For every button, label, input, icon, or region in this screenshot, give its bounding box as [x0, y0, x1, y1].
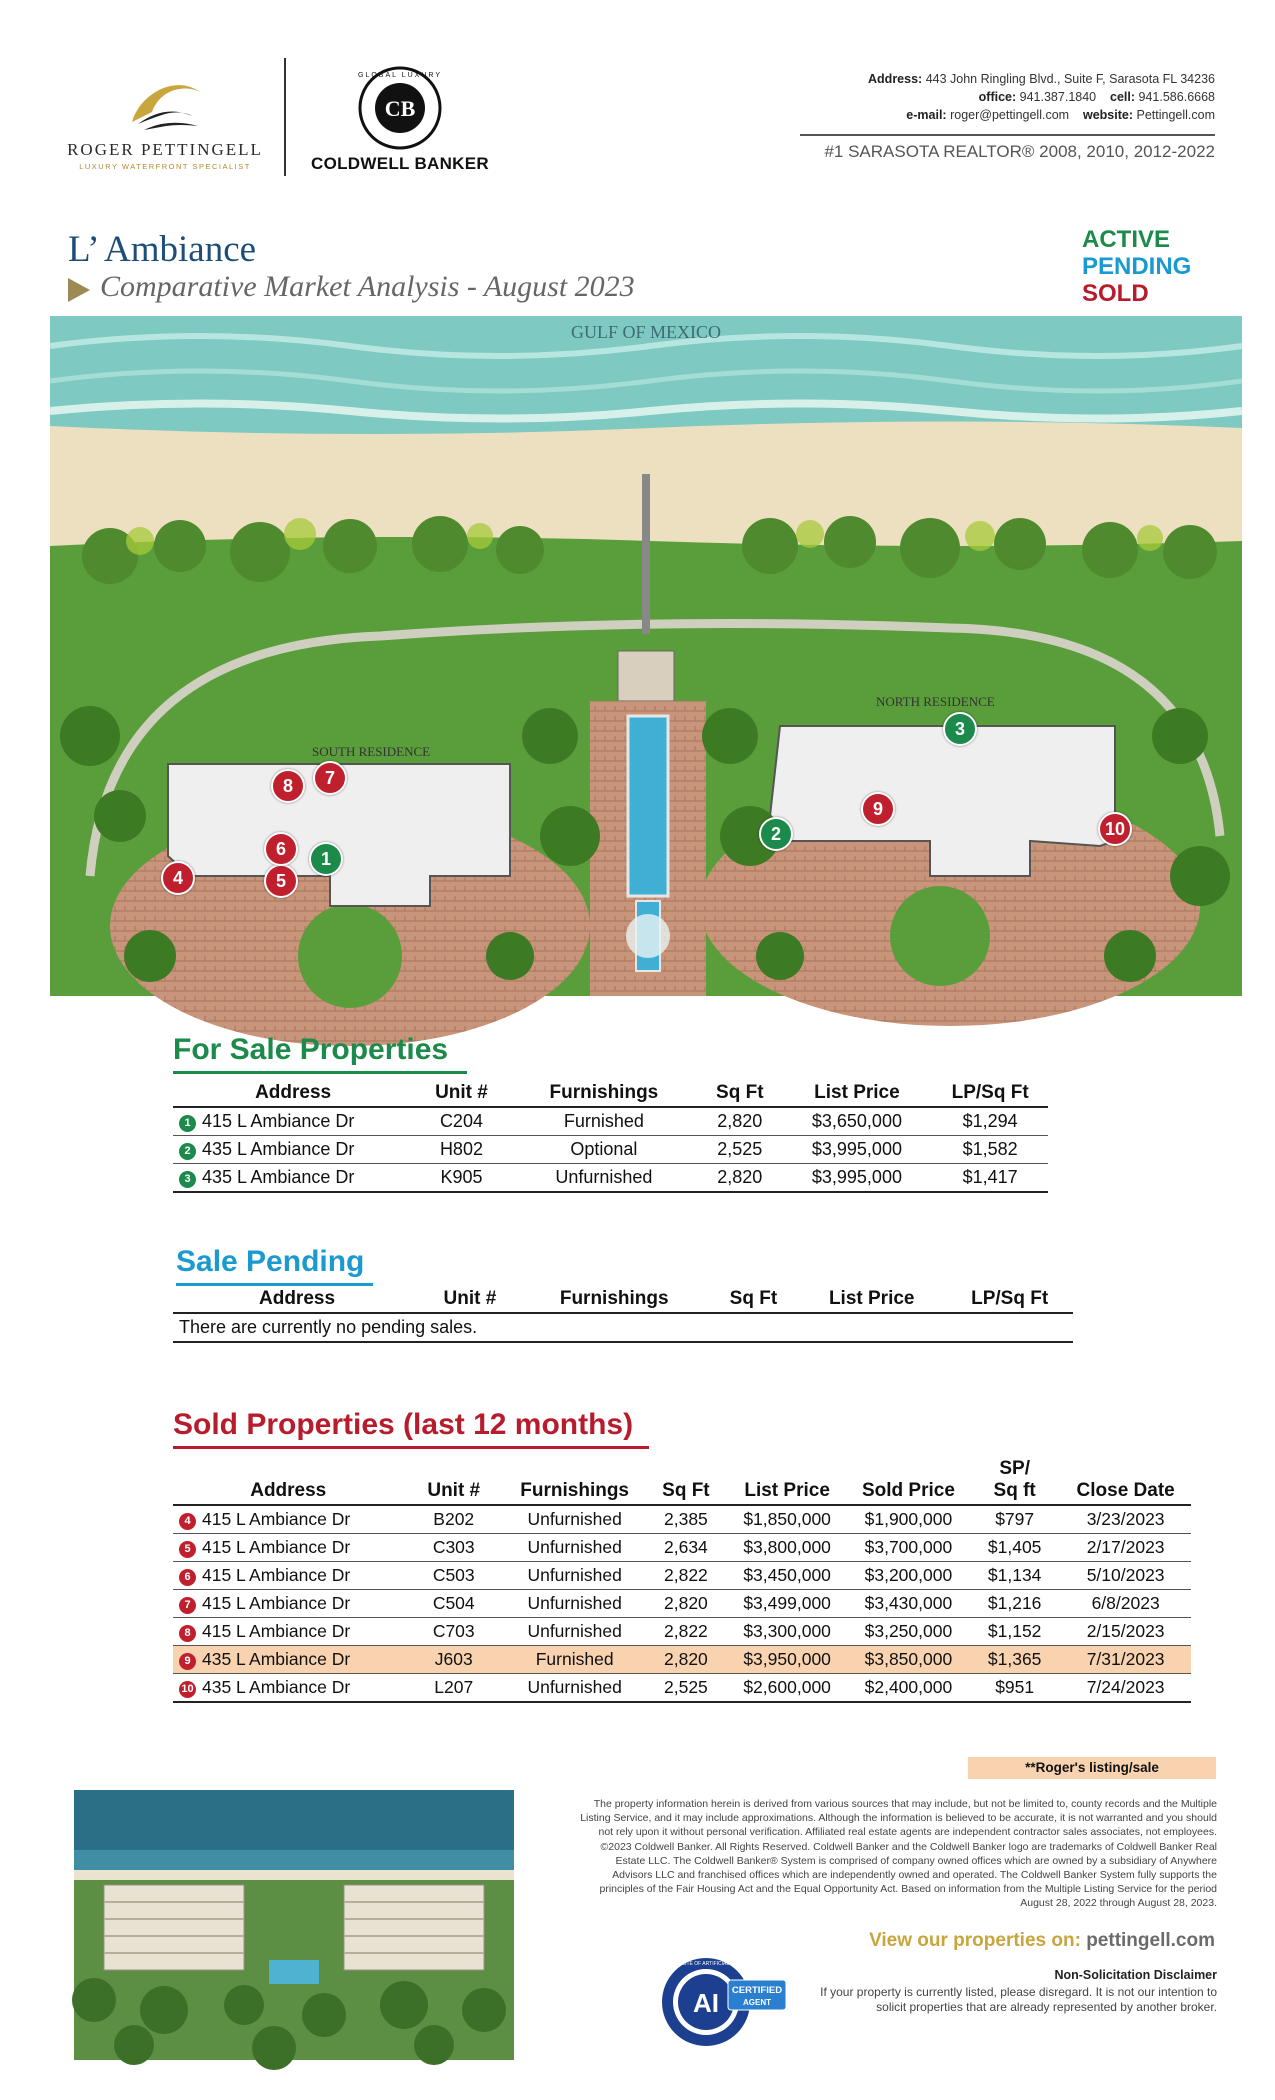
svg-text:CB: CB — [384, 96, 416, 121]
map-marker-6[interactable]: 6 — [264, 832, 298, 866]
status-badge: 3 — [179, 1171, 196, 1188]
col-sqft: Sq Ft — [662, 1480, 710, 1501]
list-price-cell: $2,600,000 — [743, 1677, 831, 1697]
for-sale-rule — [173, 1071, 467, 1074]
table-row[interactable] — [173, 1674, 1191, 1703]
furnishings-cell: Unfurnished — [527, 1677, 622, 1697]
close-date-cell: 2/15/2023 — [1086, 1621, 1165, 1641]
sold-price-cell: $1,900,000 — [864, 1509, 953, 1529]
col-unit: Unit # — [435, 1082, 488, 1103]
pettingell-link[interactable]: pettingell.com — [1086, 1930, 1215, 1951]
col-close-date: Close Date — [1076, 1480, 1175, 1501]
sold-price-cell: $3,200,000 — [864, 1565, 953, 1585]
brand-tagline: LUXURY WATERFRONT SPECIALIST — [79, 162, 251, 171]
furnishings-cell: Unfurnished — [555, 1167, 653, 1187]
table-row[interactable] — [173, 1164, 1048, 1193]
svg-text:AI: AI — [693, 1988, 719, 2018]
list-price-cell: $3,800,000 — [743, 1537, 831, 1557]
sold-price-cell: $3,700,000 — [864, 1537, 953, 1557]
pending-title: Sale Pending — [176, 1245, 365, 1278]
empty-message: There are currently no pending sales. — [179, 1317, 478, 1337]
map-marker-1[interactable]: 1 — [309, 842, 343, 876]
col-address: Address — [255, 1082, 332, 1103]
legend-pending: PENDING — [1082, 253, 1192, 280]
sqft-cell: 2,634 — [664, 1537, 708, 1557]
list-price-cell: $3,499,000 — [743, 1593, 831, 1613]
sold-title: Sold Properties (last 12 months) — [173, 1408, 634, 1441]
close-date-cell: 7/31/2023 — [1060, 1646, 1191, 1674]
status-badge: 6 — [179, 1569, 196, 1586]
address-cell: 3 435 L Ambiance Dr — [173, 1164, 413, 1193]
sqft-cell: 2,822 — [664, 1565, 708, 1585]
furnishings-cell: Unfurnished — [527, 1509, 622, 1529]
col-sold-price: Sold Price — [861, 1480, 955, 1501]
sp-sqft-cell: $951 — [995, 1677, 1035, 1697]
for-sale-title: For Sale Properties — [173, 1033, 449, 1066]
sp-sqft-cell: $1,216 — [987, 1593, 1042, 1613]
sp-sqft-cell: $1,152 — [987, 1621, 1042, 1641]
address-cell: 1 415 L Ambiance Dr — [173, 1107, 413, 1136]
list-price-cell: $1,850,000 — [743, 1509, 831, 1529]
unit-cell: K905 — [440, 1167, 483, 1187]
furnishings-cell: Unfurnished — [527, 1537, 622, 1557]
pending-table — [173, 1286, 1073, 1343]
col-furnishings: Furnishings — [549, 1082, 659, 1103]
address-cell: 8 415 L Ambiance Dr — [173, 1618, 403, 1646]
address-cell: 10 435 L Ambiance Dr — [173, 1674, 403, 1703]
close-date-cell: 3/23/2023 — [1086, 1509, 1165, 1529]
ai-certified-agent-badge — [645, 1946, 788, 2058]
col-address: Address — [259, 1288, 336, 1309]
table-row[interactable] — [173, 1562, 1191, 1590]
col-furnishings: Furnishings — [520, 1480, 630, 1501]
status-badge: 10 — [179, 1681, 196, 1698]
col-list-price: List Price — [828, 1288, 915, 1309]
sp-sqft-cell: $1,405 — [987, 1537, 1042, 1557]
sold-price-cell: $3,250,000 — [864, 1621, 953, 1641]
status-legend — [1082, 226, 1191, 307]
map-marker-3[interactable]: 3 — [943, 712, 977, 746]
address-cell: 6 415 L Ambiance Dr — [173, 1562, 403, 1590]
unit-cell: C703 — [432, 1621, 475, 1641]
col-sqft: Sq Ft — [729, 1288, 778, 1309]
sqft-cell: 2,822 — [664, 1621, 708, 1641]
list-price-cell: $3,650,000 — [811, 1111, 902, 1131]
sp-sqft-cell: $797 — [995, 1509, 1035, 1529]
sqft-cell: 2,525 — [664, 1677, 708, 1697]
col-lp-sqft: LP/Sq Ft — [971, 1288, 1049, 1309]
svg-text:AGENT: AGENT — [743, 1998, 771, 2007]
sold-table — [173, 1456, 1191, 1703]
site-plan-illustration — [50, 316, 1242, 996]
list-price-cell: $3,450,000 — [743, 1565, 831, 1585]
non-solicitation-title: Non-Solicitation Disclaimer — [1054, 1968, 1217, 1982]
status-badge: 5 — [179, 1541, 196, 1558]
brand-name: ROGER PETTINGELL — [67, 140, 263, 159]
address-cell: 4 415 L Ambiance Dr — [173, 1505, 403, 1534]
sqft-cell: 2,820 — [645, 1646, 726, 1674]
ai-badge-icon — [645, 1946, 788, 2058]
contact-block — [755, 70, 1215, 124]
empty-row — [173, 1313, 1073, 1342]
furnishings-cell: Furnished — [504, 1646, 645, 1674]
col-sp-sqft: SP/ Sq ft — [993, 1458, 1036, 1501]
for-sale-table — [173, 1080, 1048, 1193]
table-row[interactable] — [173, 1618, 1191, 1646]
email-line: e-mail: roger@pettingell.com website: Pettingell.com — [906, 108, 1215, 122]
waves-logo-icon — [60, 64, 270, 140]
status-badge: 2 — [179, 1143, 196, 1160]
address-cell: 9 435 L Ambiance Dr — [173, 1646, 403, 1674]
table-row[interactable] — [173, 1107, 1048, 1136]
triangle-bullet-icon — [68, 278, 90, 302]
lp-sqft-cell: $1,417 — [962, 1167, 1018, 1187]
close-date-cell: 2/17/2023 — [1086, 1537, 1165, 1557]
list-price-cell: $3,995,000 — [811, 1139, 902, 1159]
status-badge: 7 — [179, 1597, 196, 1614]
sold-price-cell: $3,430,000 — [864, 1593, 953, 1613]
col-list-price: List Price — [814, 1082, 900, 1103]
table-row[interactable] — [173, 1136, 1048, 1164]
col-unit: Unit # — [443, 1288, 497, 1309]
phone-line: office: 941.387.1840 cell: 941.586.6668 — [978, 90, 1215, 104]
sp-sqft-cell: $1,134 — [987, 1565, 1042, 1585]
coldwell-banker-name: COLDWELL BANKER — [311, 154, 489, 173]
rogers-listing-note: **Roger's listing/sale — [968, 1757, 1216, 1779]
close-date-cell: 6/8/2023 — [1091, 1593, 1160, 1613]
roger-pettingell-logo — [60, 64, 270, 184]
unit-cell: L207 — [434, 1677, 474, 1697]
award-line: #1 SARASOTA REALTOR® 2008, 2010, 2012-2022 — [824, 142, 1215, 161]
svg-text:SOUTH RESIDENCE: SOUTH RESIDENCE — [312, 744, 431, 759]
legal-disclaimer: The property information herein is derived from various sources that may include, but not be limited to, county records and the Multiple Listing Service, and it may include approximations. Although the information is believed to be accurate, it is not warranted and you should not rely upon it without personal verification. Affiliated real estate agents are independent contractor sales associates, not employees. ©2023 Coldwell Banker. All Rights Reserved. Coldwell Banker and the Coldwell Banker logo are trademarks of Coldwell Banker Real Estate LLC. The Coldwell Banker® System is comprised of company owned offices which are owned by a subsidiary of Anywhere Advisors LLC and franchised offices which are independently owned and operated. The Coldwell Banker System fully supports the principles of the Fair Housing Act and the Equal Opportunity Act. Based on information from the Multiple Listing Service for the period August 28, 2022 through August 28, 2023. — [580, 1798, 1217, 1910]
address-cell: 7 415 L Ambiance Dr — [173, 1590, 403, 1618]
page-title: L’ Ambiance — [68, 229, 257, 270]
table-row[interactable] — [173, 1590, 1191, 1618]
list-price-cell: $3,300,000 — [743, 1621, 831, 1641]
status-badge: 8 — [179, 1625, 196, 1642]
col-address: Address — [250, 1480, 327, 1501]
list-price-cell: $3,950,000 — [726, 1646, 847, 1674]
col-list-price: List Price — [744, 1480, 830, 1501]
site-plan-map — [50, 316, 1242, 996]
sp-sqft-cell: $1,365 — [969, 1646, 1060, 1674]
legend-active: ACTIVE — [1082, 226, 1171, 253]
unit-cell: B202 — [433, 1509, 475, 1529]
map-marker-2[interactable]: 2 — [759, 817, 793, 851]
furnishings-cell: Unfurnished — [527, 1565, 622, 1585]
table-row-rogers-listing[interactable] — [173, 1646, 1191, 1674]
svg-text:NORTH RESIDENCE: NORTH RESIDENCE — [876, 694, 995, 709]
col-furnishings: Furnishings — [559, 1288, 669, 1309]
table-header-row — [173, 1080, 1048, 1107]
status-badge: 9 — [179, 1653, 196, 1670]
unit-cell: C504 — [432, 1593, 475, 1613]
email-link[interactable]: roger@pettingell.com — [950, 108, 1070, 122]
furnishings-cell: Unfurnished — [527, 1621, 622, 1641]
address-line: Address: 443 John Ringling Blvd., Suite F, Sarasota FL 34236 — [868, 72, 1215, 86]
list-price-cell: $3,995,000 — [811, 1167, 902, 1187]
property-aerial-photo — [74, 1790, 514, 2060]
lp-sqft-cell: $1,582 — [962, 1139, 1018, 1159]
sold-rule — [173, 1446, 649, 1449]
address-cell: 5 415 L Ambiance Dr — [173, 1534, 403, 1562]
table-header-row — [173, 1286, 1073, 1313]
svg-text:LUXURY INSTITUTE OF ARTIFICIAL: LUXURY INSTITUTE OF ARTIFICIAL INTELLIGENCE — [645, 1961, 767, 1967]
cb-global-luxury-seal-icon — [300, 64, 500, 152]
sold-price-cell: $3,850,000 — [848, 1646, 969, 1674]
unit-cell: H802 — [439, 1139, 483, 1159]
col-unit: Unit # — [427, 1480, 481, 1501]
unit-cell: J603 — [403, 1646, 504, 1674]
unit-cell: C204 — [439, 1111, 483, 1131]
sqft-cell: 2,820 — [664, 1593, 708, 1613]
svg-text:GULF OF MEXICO: GULF OF MEXICO — [570, 322, 722, 342]
sqft-cell: 2,820 — [717, 1111, 763, 1131]
map-marker-8[interactable]: 8 — [271, 769, 305, 803]
table-row[interactable] — [173, 1534, 1191, 1562]
map-marker-7[interactable]: 7 — [313, 761, 347, 795]
page-subtitle: Comparative Market Analysis - August 2023 — [100, 270, 635, 303]
svg-text:CERTIFIED: CERTIFIED — [731, 1985, 783, 1996]
table-header-row — [173, 1456, 1191, 1505]
furnishings-cell: Optional — [570, 1139, 638, 1159]
sqft-cell: 2,820 — [717, 1167, 763, 1187]
map-marker-9[interactable]: 9 — [861, 792, 895, 826]
address-cell: 2 435 L Ambiance Dr — [173, 1136, 413, 1164]
table-row[interactable] — [173, 1505, 1191, 1534]
lp-sqft-cell: $1,294 — [962, 1111, 1018, 1131]
map-marker-4[interactable]: 4 — [161, 861, 195, 895]
legend-sold: SOLD — [1082, 280, 1149, 307]
view-properties-line — [869, 1930, 1215, 1952]
close-date-cell: 5/10/2023 — [1086, 1565, 1165, 1585]
sqft-cell: 2,385 — [664, 1509, 708, 1529]
col-lp-sqft: LP/Sq Ft — [951, 1082, 1029, 1103]
col-sqft: Sq Ft — [716, 1082, 764, 1103]
unit-cell: C303 — [432, 1537, 475, 1557]
map-marker-5[interactable]: 5 — [264, 864, 298, 898]
view-properties-label: View our properties on: — [869, 1930, 1081, 1951]
website-link[interactable]: Pettingell.com — [1136, 108, 1215, 122]
svg-text:GLOBAL LUXURY: GLOBAL LUXURY — [358, 72, 442, 79]
unit-cell: C503 — [432, 1565, 475, 1585]
contact-rule — [800, 134, 1215, 136]
sqft-cell: 2,525 — [717, 1139, 763, 1159]
status-badge: 1 — [179, 1115, 196, 1132]
sold-price-cell: $2,400,000 — [864, 1677, 953, 1697]
header-divider — [284, 58, 286, 176]
coldwell-banker-logo — [300, 64, 500, 184]
furnishings-cell: Unfurnished — [527, 1593, 622, 1613]
furnishings-cell: Furnished — [563, 1111, 644, 1131]
status-badge: 4 — [179, 1513, 196, 1530]
non-solicitation-text: If your property is currently listed, please disregard. It is not our intention to solicit properties that are already represented by another broker. — [820, 1985, 1217, 2014]
map-marker-10[interactable]: 10 — [1098, 812, 1132, 846]
close-date-cell: 7/24/2023 — [1086, 1677, 1165, 1697]
